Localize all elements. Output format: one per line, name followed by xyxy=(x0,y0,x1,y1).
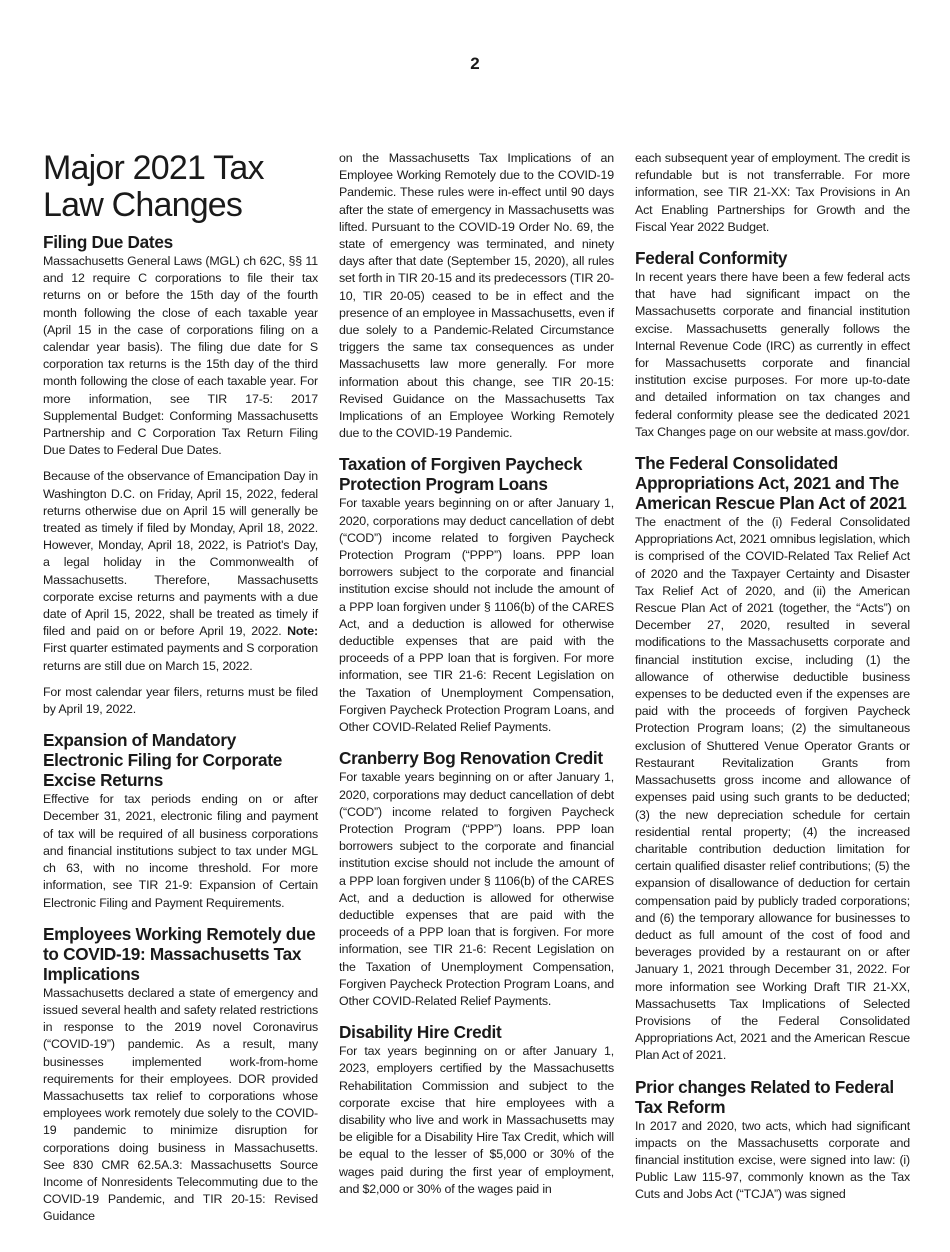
section-heading: Employees Working Remotely due to COVID-19: Massachusetts Tax Implications xyxy=(43,923,316,984)
page-title: Major 2021 Tax Law Changes xyxy=(43,149,264,224)
section-consolidated-appropriations xyxy=(635,453,910,1065)
section-heading: Taxation of Forgiven Paycheck Protection Program Loans xyxy=(339,454,583,495)
paragraph: In 2017 and 2020, two acts, which had significant impacts on the Massachusetts corporate and financial institution excise, were signed into law: (i) Public Law 115-97, commonly known as the Tax Cuts and Jobs Act (“TCJA”) was signed xyxy=(635,1118,910,1202)
paragraph: each subsequent year of employment. The credit is refundable but is not transferrable. For more information, see TIR 21-XX: Tax Provisions in An Act Enabling Partnerships for Growth and the Fiscal Year 2022 Budget. xyxy=(635,151,910,234)
section-federal-conformity xyxy=(635,248,910,441)
paragraph: Massachusetts General Laws (MGL) ch 62C, §§ 11 and 12 require C corporations to file their tax returns on or before the 15th day of the fourth month following the close of each taxable year (April 15 in the case of corporations filing on a calendar year basis). The filing due date for S corporation tax returns is the 15th day of the third month following the close of each taxable year. For more information, see TIR 17-5: 2017 Supplemental Budget: Conforming Massachusetts Partnership and C Corporation Tax Return Filing Due Dates to Federal Due Dates. xyxy=(43,254,318,458)
note-text: First quarter estimated payments and S corporation returns are still due on March 15, 2022. xyxy=(43,641,318,673)
section-heading: The Federal Consolidated Appropriations Act, 2021 and The American Rescue Plan Act of 2021 xyxy=(635,453,907,514)
paragraph: For most calendar year filers, returns must be filed by April 19, 2022. xyxy=(43,684,318,717)
section-employees-working-remotely xyxy=(43,924,318,1226)
note-label: Note: xyxy=(287,624,319,639)
section-heading: Cranberry Bog Renovation Credit xyxy=(339,748,603,769)
section-mandatory-electronic-filing xyxy=(43,730,318,911)
section-heading: Disability Hire Credit xyxy=(339,1022,502,1043)
paragraph: on the Massachusetts Tax Implications of an Employee Working Remotely due to the COVID-19 Pandemic. These rules were in-effect until 90 days after the state of emergency in Massachusetts was lifted. Pursuant to the COVID-19 Order No. 69, the state of emergency was terminated, and ninety days after that date (September 15, 2020), all rules set forth in TIR 20-15 and its predecessors (TIR 20-10, TIR 20-05) ceased to be in effect and the presence of an employee in Massachusetts, even if due solely to a Pandemic-Related Circumstance triggers the same tax consequences as under Massachusetts law more generally. For more information about this change, see TIR 20-15: Revised Guidance on the Massachusetts Tax Implications of an Employee Working Remotely due to the COVID-19 Pandemic. xyxy=(339,151,615,441)
section-heading: Expansion of Mandatory Electronic Filing for Corporate Excise Returns xyxy=(43,730,282,791)
paragraph: For tax years beginning on or after January 1, 2023, employers certified by the Massachusetts Rehabilitation Commission and subject to the corporate excise that hire employees with a disability who live and work in Massachusetts may be eligible for a Disability Hire Tax Credit, which will be equal to the lesser of $5,000 or 30% of the wages paid during the first year of employment, and $2,000 or 30% of the wages paid in xyxy=(339,1044,614,1196)
section-federal-tax-reform xyxy=(635,1077,910,1204)
column-2 xyxy=(339,150,614,1210)
section-remote-continued xyxy=(339,150,614,442)
column-3 xyxy=(635,150,910,1216)
paragraph: For taxable years beginning on or after January 1, 2020, corporations may deduct cancellation of debt (“COD”) income related to forgiven Paycheck Protection Program (“PPP”) loans. PPP loan borrowers subject to the corporate and financial institution excise should not include the amount of a PPP loan forgiven under § 1106(b) of the CARES Act, and a deduction is allowed for otherwise deductible expenses that are paid with the proceeds of a PPP loan that is forgiven. For more information, see TIR 21-6: Recent Legislation on the Taxation of Unemployment Compensation, Forgiven Paycheck Protection Program Loans, and Other COVID-Related Relief Payments. xyxy=(339,770,614,1008)
section-heading: Filing Due Dates xyxy=(43,232,173,252)
paragraph-text: Because of the observance of Emancipation Day in Washington D.C. on Friday, April 15, 2022, federal returns otherwise due on April 15 will generally be treated as timely if filed by Monday, April 18, 2022. However, Monday, April 18, 2022, is Patriot's Day, a legal holiday in the Commonwealth of Massachusetts. Therefore, Massachusetts corporate excise returns and payments with a due date of April 15, 2022, shall be treated as timely if filed and paid on or before April 19, 2022. xyxy=(43,469,318,639)
paragraph: Massachusetts declared a state of emergency and issued several health and safety related restrictions in response to the 2019 novel Coronavirus (“COVID-19”) pandemic. As a result, many businesses implemented work-from-home requirements for their employees. DOR provided Massachusetts tax relief to corporations whose employees work remotely due solely to the COVID-19 pandemic to minimize disruption for corporations doing business in Massachusetts. See 830 CMR 62.5A.3: Massachusetts Source Income of Nonresidents Telecommuting due to the COVID-19 Pandemic, and TIR 20-15: Revised Guidance xyxy=(43,985,318,1224)
section-heading: Prior changes Related to Federal Tax Reform xyxy=(635,1076,894,1117)
paragraph: For taxable years beginning on or after January 1, 2020, corporations may deduct cancellation of debt (“COD”) income related to forgiven Paycheck Protection Program (“PPP”) loans. PPP loan borrowers subject to the corporate and financial institution excise should not include the amount of a PPP loan forgiven under § 1106(b) of the CARES Act, and a deduction is allowed for otherwise deductible expenses that are paid with the proceeds of a PPP loan that is forgiven. For more information, see TIR 21-6: Recent Legislation on the Taxation of Unemployment Compensation, Forgiven Paycheck Protection Program Loans, and Other COVID-Related Relief Payments. xyxy=(339,496,614,735)
section-disability-hire-credit xyxy=(339,1022,614,1198)
section-cranberry-bog-credit xyxy=(339,748,614,1010)
section-disability-continued xyxy=(635,150,910,236)
paragraph: In recent years there have been a few federal acts that have had significant impact on the Massachusetts corporate and financial institution excise. Massachusetts generally follows the Internal Revenue Code (IRC) as currently in effect for Massachusetts corporate and financial institution excise purposes. For more up-to-date and detailed information on tax changes and federal conformity please see the dedicated 2021 Tax Changes page on our website at mass.gov/dor. xyxy=(635,270,910,439)
section-filing-due-dates xyxy=(43,232,318,718)
paragraph: Effective for tax periods ending on or after December 31, 2021, electronic filing and payment of tax will be required of all business corporations and financial institutions subject to tax under MGL ch 63, with no income threshold. For more information, see TIR 21-9: Expansion of Certain Electronic Filing and Payment Requirements. xyxy=(43,792,318,910)
paragraph-with-note xyxy=(43,468,318,674)
paragraph: The enactment of the (i) Federal Consolidated Appropriations Act, 2021 omnibus legislation, which is comprised of the COVID-Related Tax Relief Act of 2020 and the Taxpayer Certainty and Disaster Tax Relief Act of 2020, and (ii) the American Rescue Plan Act of 2021 (together, the “Acts”) on December 27, 2020, resulted in several modifications to the Massachusetts corporate and financial institution excise, including (1) the allowance of otherwise deductible business expenses to be deducted even if the expenses are paid with the proceeds of forgiven Paycheck Protection Program loans; (2) the simultaneous exclusion of Shuttered Venue Operator Grants or Restaurant Revitalization Grants from Massachusetts gross income and allowance of expenses paid using such grants to be deducted; (3) the new depreciation schedule for certain residential rental property; (4) the increased charitable contribution deduction limitation for certain qualified disaster relief contributions; (5) the expansion of disallowance of deduction for certain compensation paid by publicly traded corporations; and (6) the temporary allowance for businesses to deduct as full amount of the cost of food and beverages provided by a restaurant on or after January 1, 2021 through December 31, 2022. For more information see Working Draft TIR 21-XX, Massachusetts Tax Implications of Selected Provisions of the Federal Consolidated Appropriations Act, 2021 and the American Rescue Plan Act of 2021. xyxy=(635,515,910,1063)
section-forgiven-ppp-loans xyxy=(339,454,614,736)
section-heading: Federal Conformity xyxy=(635,248,788,269)
column-1 xyxy=(43,150,318,1238)
page-number: 2 xyxy=(470,54,480,73)
